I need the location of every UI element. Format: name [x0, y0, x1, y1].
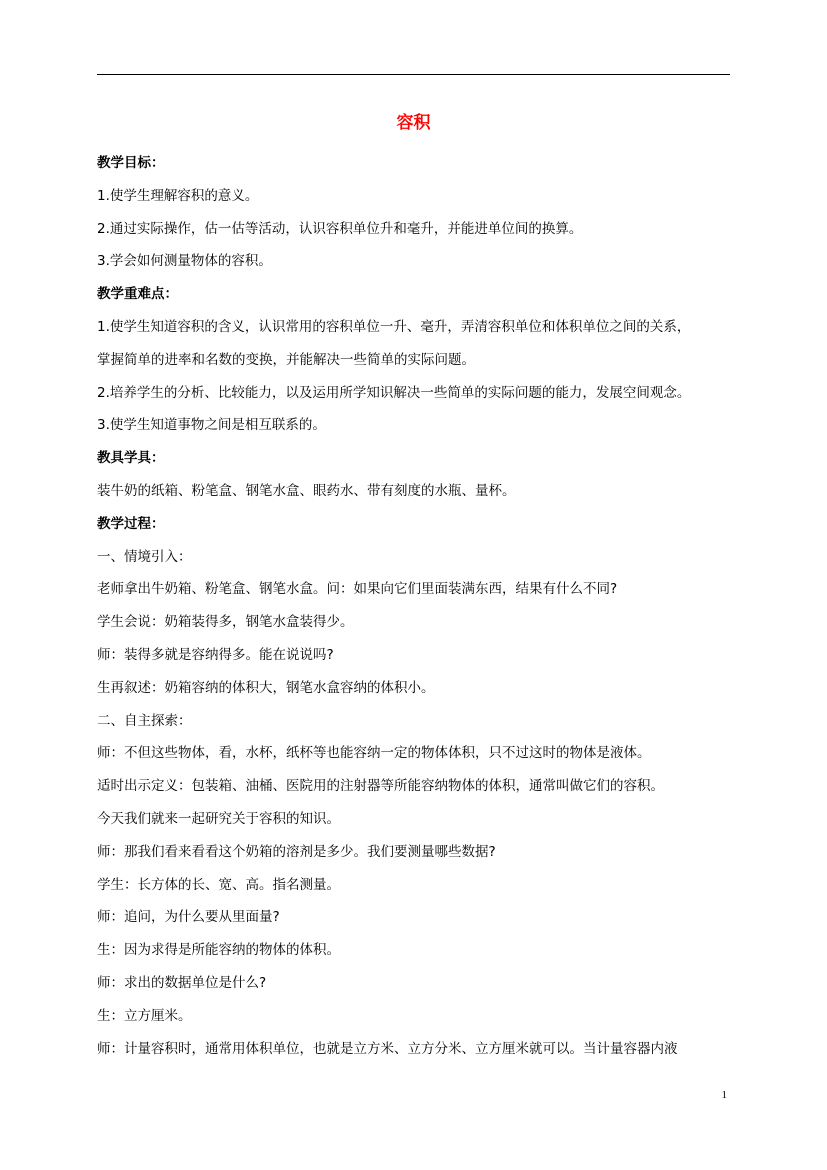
paragraph-line: 学生：长方体的长、宽、高。指名测量。 [97, 876, 340, 893]
section-heading: 教具学具： [97, 450, 165, 467]
paragraph-line: 师：那我们看来看看这个奶箱的溶剂是多少。我们要测量哪些数据? [97, 843, 496, 860]
section-heading: 教学过程： [97, 515, 165, 532]
paragraph-line: 适时出示定义：包装箱、油桶、医院用的注射器等所能容纳物体的体积，通常叫做它们的容积。 [97, 778, 664, 795]
section-heading: 教学重难点： [97, 286, 178, 303]
document-title: 容积 [396, 113, 431, 133]
paragraph-line: 师：求出的数据单位是什么? [97, 974, 267, 991]
paragraph-line: 师：装得多就是容纳得多。能在说说吗? [97, 646, 334, 663]
paragraph-line: 二、自主探索： [97, 712, 192, 729]
header-rule [97, 74, 730, 75]
document-body [97, 147, 737, 1065]
paragraph-line: 3.使学生知道事物之间是相互联系的。 [97, 417, 326, 434]
paragraph-line: 生再叙述：奶箱容纳的体积大，钢笔水盒容纳的体积小。 [97, 679, 435, 696]
paragraph-line: 老师拿出牛奶箱、粉笔盒、钢笔水盒。问：如果向它们里面装满东西，结果有什么不同? [97, 581, 618, 598]
paragraph-line: 1.使学生理解容积的意义。 [97, 187, 259, 204]
paragraph-line: 师：不但这些物体，看，水杯，纸杯等也能容纳一定的物体体积，只不过这时的物体是液体。 [97, 745, 651, 762]
section-heading: 教学目标： [97, 155, 165, 171]
paragraph-line: 今天我们就来一起研究关于容积的知识。 [97, 810, 340, 827]
paragraph-line: 掌握简单的进率和名数的变换，并能解决一些简单的实际问题。 [97, 351, 475, 368]
paragraph-line: 生：立方厘米。 [97, 1007, 192, 1024]
paragraph-line: 2.通过实际操作，估一估等活动，认识容积单位升和毫升，并能进单位间的换算。 [97, 220, 583, 237]
paragraph-line: 生：因为求得是所能容纳的物体的体积。 [97, 942, 340, 959]
paragraph-line: 装牛奶的纸箱、粉笔盒、钢笔水盒、眼药水、带有刻度的水瓶、量杯。 [97, 482, 516, 499]
paragraph-line: 学生会说：奶箱装得多，钢笔水盒装得少。 [97, 614, 354, 631]
paragraph-line: 师：计量容积时，通常用体积单位，也就是立方米、立方分米、立方厘米就可以。当计量容器内液 [97, 1040, 678, 1057]
paragraph-line: 2.培养学生的分析、比较能力，以及运用所学知识解决一些简单的实际问题的能力，发展空间观念。 [97, 384, 691, 401]
paragraph-line: 师：追问，为什么要从里面量? [97, 909, 280, 926]
paragraph-line: 一、情境引入： [97, 548, 192, 565]
paragraph-line: 1.使学生知道容积的含义，认识常用的容积单位一升、毫升，弄清容积单位和体积单位之间的关系， [97, 318, 691, 335]
page-number: 1 [721, 1089, 727, 1101]
paragraph-line: 3.学会如何测量物体的容积。 [97, 253, 272, 270]
